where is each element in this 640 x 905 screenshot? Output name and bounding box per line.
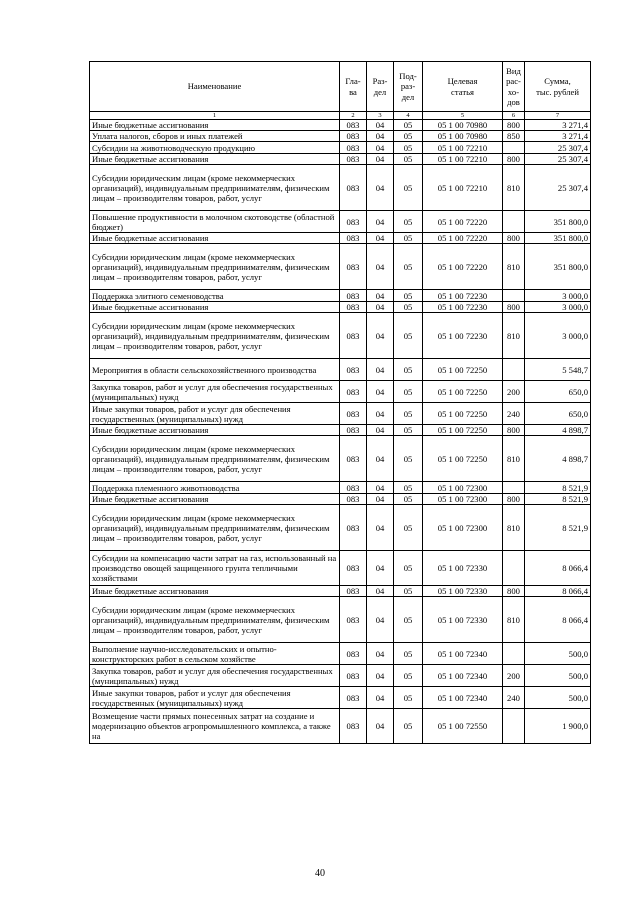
row-name: Субсидии на животноводческую продукцию <box>90 142 340 154</box>
row-podrazdel: 05 <box>394 154 423 165</box>
row-sum: 3 000,0 <box>525 290 591 302</box>
row-sum: 3 000,0 <box>525 302 591 313</box>
table-row <box>90 436 591 482</box>
row-target: 05 1 00 72230 <box>423 290 503 302</box>
row-sum: 25 307,4 <box>525 154 591 165</box>
row-razdel: 04 <box>367 709 394 744</box>
row-razdel: 04 <box>367 505 394 551</box>
row-sum: 8 521,9 <box>525 505 591 551</box>
row-name: Субсидии юридическим лицам (кроме некоммерческих организаций), индивидуальным предпринимателям, физическим лицам – производителям товаров, работ, услуг <box>90 165 340 211</box>
row-vid: 810 <box>503 436 525 482</box>
row-name: Уплата налогов, сборов и иных платежей <box>90 131 340 142</box>
row-sum: 25 307,4 <box>525 165 591 211</box>
row-razdel: 04 <box>367 313 394 359</box>
table-row <box>90 302 591 313</box>
header-razdel: Раз- дел <box>367 62 394 112</box>
row-vid <box>503 290 525 302</box>
row-podrazdel: 05 <box>394 290 423 302</box>
row-glava: 083 <box>340 551 367 586</box>
row-glava: 083 <box>340 425 367 436</box>
row-vid: 810 <box>503 165 525 211</box>
header-target: Целевая статья <box>423 62 503 112</box>
row-target: 05 1 00 72220 <box>423 233 503 244</box>
table-row <box>90 425 591 436</box>
row-glava: 083 <box>340 290 367 302</box>
row-razdel: 04 <box>367 120 394 131</box>
table-row <box>90 359 591 381</box>
row-podrazdel: 05 <box>394 403 423 425</box>
table-row <box>90 586 591 597</box>
row-razdel: 04 <box>367 482 394 494</box>
row-podrazdel: 05 <box>394 709 423 744</box>
row-podrazdel: 05 <box>394 233 423 244</box>
row-podrazdel: 05 <box>394 120 423 131</box>
row-glava: 083 <box>340 709 367 744</box>
row-vid: 810 <box>503 244 525 290</box>
row-name: Поддержка элитного семеноводства <box>90 290 340 302</box>
row-target: 05 1 00 72300 <box>423 482 503 494</box>
row-glava: 083 <box>340 120 367 131</box>
row-name: Субсидии юридическим лицам (кроме некоммерческих организаций), индивидуальным предпринимателям, физическим лицам – производителям товаров, работ, услуг <box>90 597 340 643</box>
table-row <box>90 482 591 494</box>
row-vid <box>503 643 525 665</box>
row-name: Закупка товаров, работ и услуг для обеспечения государственных (муниципальных) нужд <box>90 665 340 687</box>
row-glava: 083 <box>340 403 367 425</box>
row-razdel: 04 <box>367 359 394 381</box>
row-sum: 500,0 <box>525 643 591 665</box>
row-sum: 4 898,7 <box>525 425 591 436</box>
row-name: Иные бюджетные ассигнования <box>90 233 340 244</box>
row-podrazdel: 05 <box>394 505 423 551</box>
row-glava: 083 <box>340 665 367 687</box>
row-target: 05 1 00 72340 <box>423 665 503 687</box>
table-row <box>90 687 591 709</box>
row-vid: 810 <box>503 597 525 643</box>
row-vid: 800 <box>503 154 525 165</box>
column-number: 6 <box>503 112 525 120</box>
row-target: 05 1 00 72210 <box>423 142 503 154</box>
row-vid: 800 <box>503 233 525 244</box>
row-vid: 810 <box>503 313 525 359</box>
row-target: 05 1 00 72340 <box>423 643 503 665</box>
table-row <box>90 233 591 244</box>
row-podrazdel: 05 <box>394 302 423 313</box>
row-razdel: 04 <box>367 687 394 709</box>
row-vid <box>503 142 525 154</box>
row-name: Возмещение части прямых понесенных затрат на создание и модернизацию объектов агропромышленного комплекса, а также на <box>90 709 340 744</box>
budget-table <box>89 61 591 744</box>
row-glava: 083 <box>340 233 367 244</box>
row-sum: 650,0 <box>525 403 591 425</box>
row-vid: 800 <box>503 302 525 313</box>
row-name: Иные закупки товаров, работ и услуг для обеспечения государственных (муниципальных) нужд <box>90 403 340 425</box>
row-sum: 8 521,9 <box>525 482 591 494</box>
row-razdel: 04 <box>367 142 394 154</box>
row-name: Иные бюджетные ассигнования <box>90 425 340 436</box>
row-glava: 083 <box>340 313 367 359</box>
row-target: 05 1 00 72220 <box>423 244 503 290</box>
table-row <box>90 131 591 142</box>
row-sum: 1 900,0 <box>525 709 591 744</box>
row-glava: 083 <box>340 211 367 233</box>
row-sum: 3 271,4 <box>525 120 591 131</box>
row-target: 05 1 00 72230 <box>423 313 503 359</box>
row-vid: 800 <box>503 494 525 505</box>
table-row <box>90 709 591 744</box>
row-sum: 3 000,0 <box>525 313 591 359</box>
page-number: 40 <box>315 868 325 879</box>
row-sum: 650,0 <box>525 381 591 403</box>
row-target: 05 1 00 72340 <box>423 687 503 709</box>
row-razdel: 04 <box>367 643 394 665</box>
table-row <box>90 120 591 131</box>
row-razdel: 04 <box>367 165 394 211</box>
row-podrazdel: 05 <box>394 687 423 709</box>
column-number: 4 <box>394 112 423 120</box>
table-row <box>90 154 591 165</box>
row-name: Закупка товаров, работ и услуг для обеспечения государственных (муниципальных) нужд <box>90 381 340 403</box>
row-target: 05 1 00 72210 <box>423 154 503 165</box>
row-razdel: 04 <box>367 436 394 482</box>
row-target: 05 1 00 72230 <box>423 302 503 313</box>
row-sum: 500,0 <box>525 687 591 709</box>
table-row <box>90 665 591 687</box>
row-name: Мероприятия в области сельскохозяйственного производства <box>90 359 340 381</box>
row-sum: 3 271,4 <box>525 131 591 142</box>
row-glava: 083 <box>340 381 367 403</box>
row-sum: 4 898,7 <box>525 436 591 482</box>
row-vid: 800 <box>503 425 525 436</box>
row-vid: 850 <box>503 131 525 142</box>
row-target: 05 1 00 72330 <box>423 551 503 586</box>
row-vid: 800 <box>503 586 525 597</box>
row-vid <box>503 709 525 744</box>
row-sum: 8 521,9 <box>525 494 591 505</box>
row-glava: 083 <box>340 586 367 597</box>
row-sum: 351 800,0 <box>525 233 591 244</box>
header-glava: Гла- ва <box>340 62 367 112</box>
row-podrazdel: 05 <box>394 359 423 381</box>
row-target: 05 1 00 70980 <box>423 120 503 131</box>
header-row <box>90 62 591 112</box>
row-podrazdel: 05 <box>394 643 423 665</box>
row-sum: 351 800,0 <box>525 211 591 233</box>
table-row <box>90 211 591 233</box>
row-name: Иные бюджетные ассигнования <box>90 154 340 165</box>
row-vid <box>503 211 525 233</box>
row-target: 05 1 00 72250 <box>423 381 503 403</box>
row-podrazdel: 05 <box>394 436 423 482</box>
row-podrazdel: 05 <box>394 482 423 494</box>
row-glava: 083 <box>340 482 367 494</box>
row-razdel: 04 <box>367 154 394 165</box>
row-target: 05 1 00 72210 <box>423 165 503 211</box>
row-sum: 351 800,0 <box>525 244 591 290</box>
row-vid: 810 <box>503 505 525 551</box>
row-glava: 083 <box>340 597 367 643</box>
row-podrazdel: 05 <box>394 597 423 643</box>
row-podrazdel: 05 <box>394 165 423 211</box>
row-name: Иные бюджетные ассигнования <box>90 494 340 505</box>
table-row <box>90 597 591 643</box>
row-glava: 083 <box>340 302 367 313</box>
row-podrazdel: 05 <box>394 586 423 597</box>
row-name: Иные закупки товаров, работ и услуг для обеспечения государственных (муниципальных) нужд <box>90 687 340 709</box>
header-podrazdel: Под- раз- дел <box>394 62 423 112</box>
row-vid <box>503 551 525 586</box>
row-glava: 083 <box>340 687 367 709</box>
table-row <box>90 494 591 505</box>
row-podrazdel: 05 <box>394 665 423 687</box>
row-target: 05 1 00 72550 <box>423 709 503 744</box>
row-target: 05 1 00 72250 <box>423 403 503 425</box>
row-target: 05 1 00 72330 <box>423 597 503 643</box>
row-razdel: 04 <box>367 211 394 233</box>
row-sum: 500,0 <box>525 665 591 687</box>
row-glava: 083 <box>340 359 367 381</box>
row-razdel: 04 <box>367 131 394 142</box>
table-row <box>90 505 591 551</box>
row-name: Выполнение научно-исследовательских и опытно-конструкторских работ в сельском хозяйстве <box>90 643 340 665</box>
header-vid: Вид рас- хо- дов <box>503 62 525 112</box>
row-vid: 200 <box>503 665 525 687</box>
row-podrazdel: 05 <box>394 425 423 436</box>
table-row <box>90 142 591 154</box>
row-name: Субсидии юридическим лицам (кроме некоммерческих организаций), индивидуальным предпринимателям, физическим лицам – производителям товаров, работ, услуг <box>90 313 340 359</box>
row-target: 05 1 00 70980 <box>423 131 503 142</box>
row-target: 05 1 00 72300 <box>423 505 503 551</box>
row-razdel: 04 <box>367 425 394 436</box>
row-podrazdel: 05 <box>394 131 423 142</box>
row-target: 05 1 00 72250 <box>423 359 503 381</box>
row-sum: 8 066,4 <box>525 551 591 586</box>
row-glava: 083 <box>340 244 367 290</box>
row-name: Субсидии юридическим лицам (кроме некоммерческих организаций), индивидуальным предпринимателям, физическим лицам – производителям товаров, работ, услуг <box>90 244 340 290</box>
column-number: 5 <box>423 112 503 120</box>
table-row <box>90 403 591 425</box>
column-number: 1 <box>90 112 340 120</box>
row-glava: 083 <box>340 165 367 211</box>
row-sum: 8 066,4 <box>525 586 591 597</box>
header-sum: Сумма, тыс. рублей <box>525 62 591 112</box>
row-vid: 200 <box>503 381 525 403</box>
table-row <box>90 244 591 290</box>
row-podrazdel: 05 <box>394 313 423 359</box>
row-target: 05 1 00 72250 <box>423 425 503 436</box>
table-row <box>90 165 591 211</box>
row-target: 05 1 00 72250 <box>423 436 503 482</box>
row-razdel: 04 <box>367 244 394 290</box>
header-name: Наименование <box>90 62 340 112</box>
row-glava: 083 <box>340 131 367 142</box>
row-podrazdel: 05 <box>394 244 423 290</box>
row-vid <box>503 359 525 381</box>
column-number: 3 <box>367 112 394 120</box>
row-name: Субсидии на компенсацию части затрат на газ, использованный на производство овощей защищенного грунта тепличными хозяйствами <box>90 551 340 586</box>
row-podrazdel: 05 <box>394 381 423 403</box>
row-name: Иные бюджетные ассигнования <box>90 586 340 597</box>
row-razdel: 04 <box>367 233 394 244</box>
table-row <box>90 551 591 586</box>
row-podrazdel: 05 <box>394 551 423 586</box>
table-row <box>90 381 591 403</box>
row-razdel: 04 <box>367 597 394 643</box>
row-glava: 083 <box>340 643 367 665</box>
row-glava: 083 <box>340 142 367 154</box>
row-name: Повышение продуктивности в молочном скотоводстве (областной бюджет) <box>90 211 340 233</box>
row-razdel: 04 <box>367 290 394 302</box>
column-number: 7 <box>525 112 591 120</box>
row-razdel: 04 <box>367 494 394 505</box>
table-row <box>90 290 591 302</box>
column-numbers-row <box>90 112 591 120</box>
row-name: Субсидии юридическим лицам (кроме некоммерческих организаций), индивидуальным предпринимателям, физическим лицам – производителям товаров, работ, услуг <box>90 436 340 482</box>
row-sum: 25 307,4 <box>525 142 591 154</box>
row-vid <box>503 482 525 494</box>
row-sum: 8 066,4 <box>525 597 591 643</box>
row-name: Иные бюджетные ассигнования <box>90 302 340 313</box>
row-name: Иные бюджетные ассигнования <box>90 120 340 131</box>
row-target: 05 1 00 72300 <box>423 494 503 505</box>
row-vid: 240 <box>503 687 525 709</box>
row-glava: 083 <box>340 505 367 551</box>
row-target: 05 1 00 72330 <box>423 586 503 597</box>
row-razdel: 04 <box>367 381 394 403</box>
column-number: 2 <box>340 112 367 120</box>
row-razdel: 04 <box>367 665 394 687</box>
row-podrazdel: 05 <box>394 494 423 505</box>
row-glava: 083 <box>340 436 367 482</box>
row-razdel: 04 <box>367 403 394 425</box>
row-target: 05 1 00 72220 <box>423 211 503 233</box>
row-name: Поддержка племенного животноводства <box>90 482 340 494</box>
row-sum: 5 548,7 <box>525 359 591 381</box>
row-podrazdel: 05 <box>394 211 423 233</box>
row-vid: 240 <box>503 403 525 425</box>
row-name: Субсидии юридическим лицам (кроме некоммерческих организаций), индивидуальным предпринимателям, физическим лицам – производителям товаров, работ, услуг <box>90 505 340 551</box>
table-row <box>90 643 591 665</box>
row-razdel: 04 <box>367 551 394 586</box>
table-body <box>90 120 591 744</box>
row-razdel: 04 <box>367 586 394 597</box>
table-row <box>90 313 591 359</box>
row-vid: 800 <box>503 120 525 131</box>
row-glava: 083 <box>340 494 367 505</box>
row-razdel: 04 <box>367 302 394 313</box>
row-podrazdel: 05 <box>394 142 423 154</box>
row-glava: 083 <box>340 154 367 165</box>
